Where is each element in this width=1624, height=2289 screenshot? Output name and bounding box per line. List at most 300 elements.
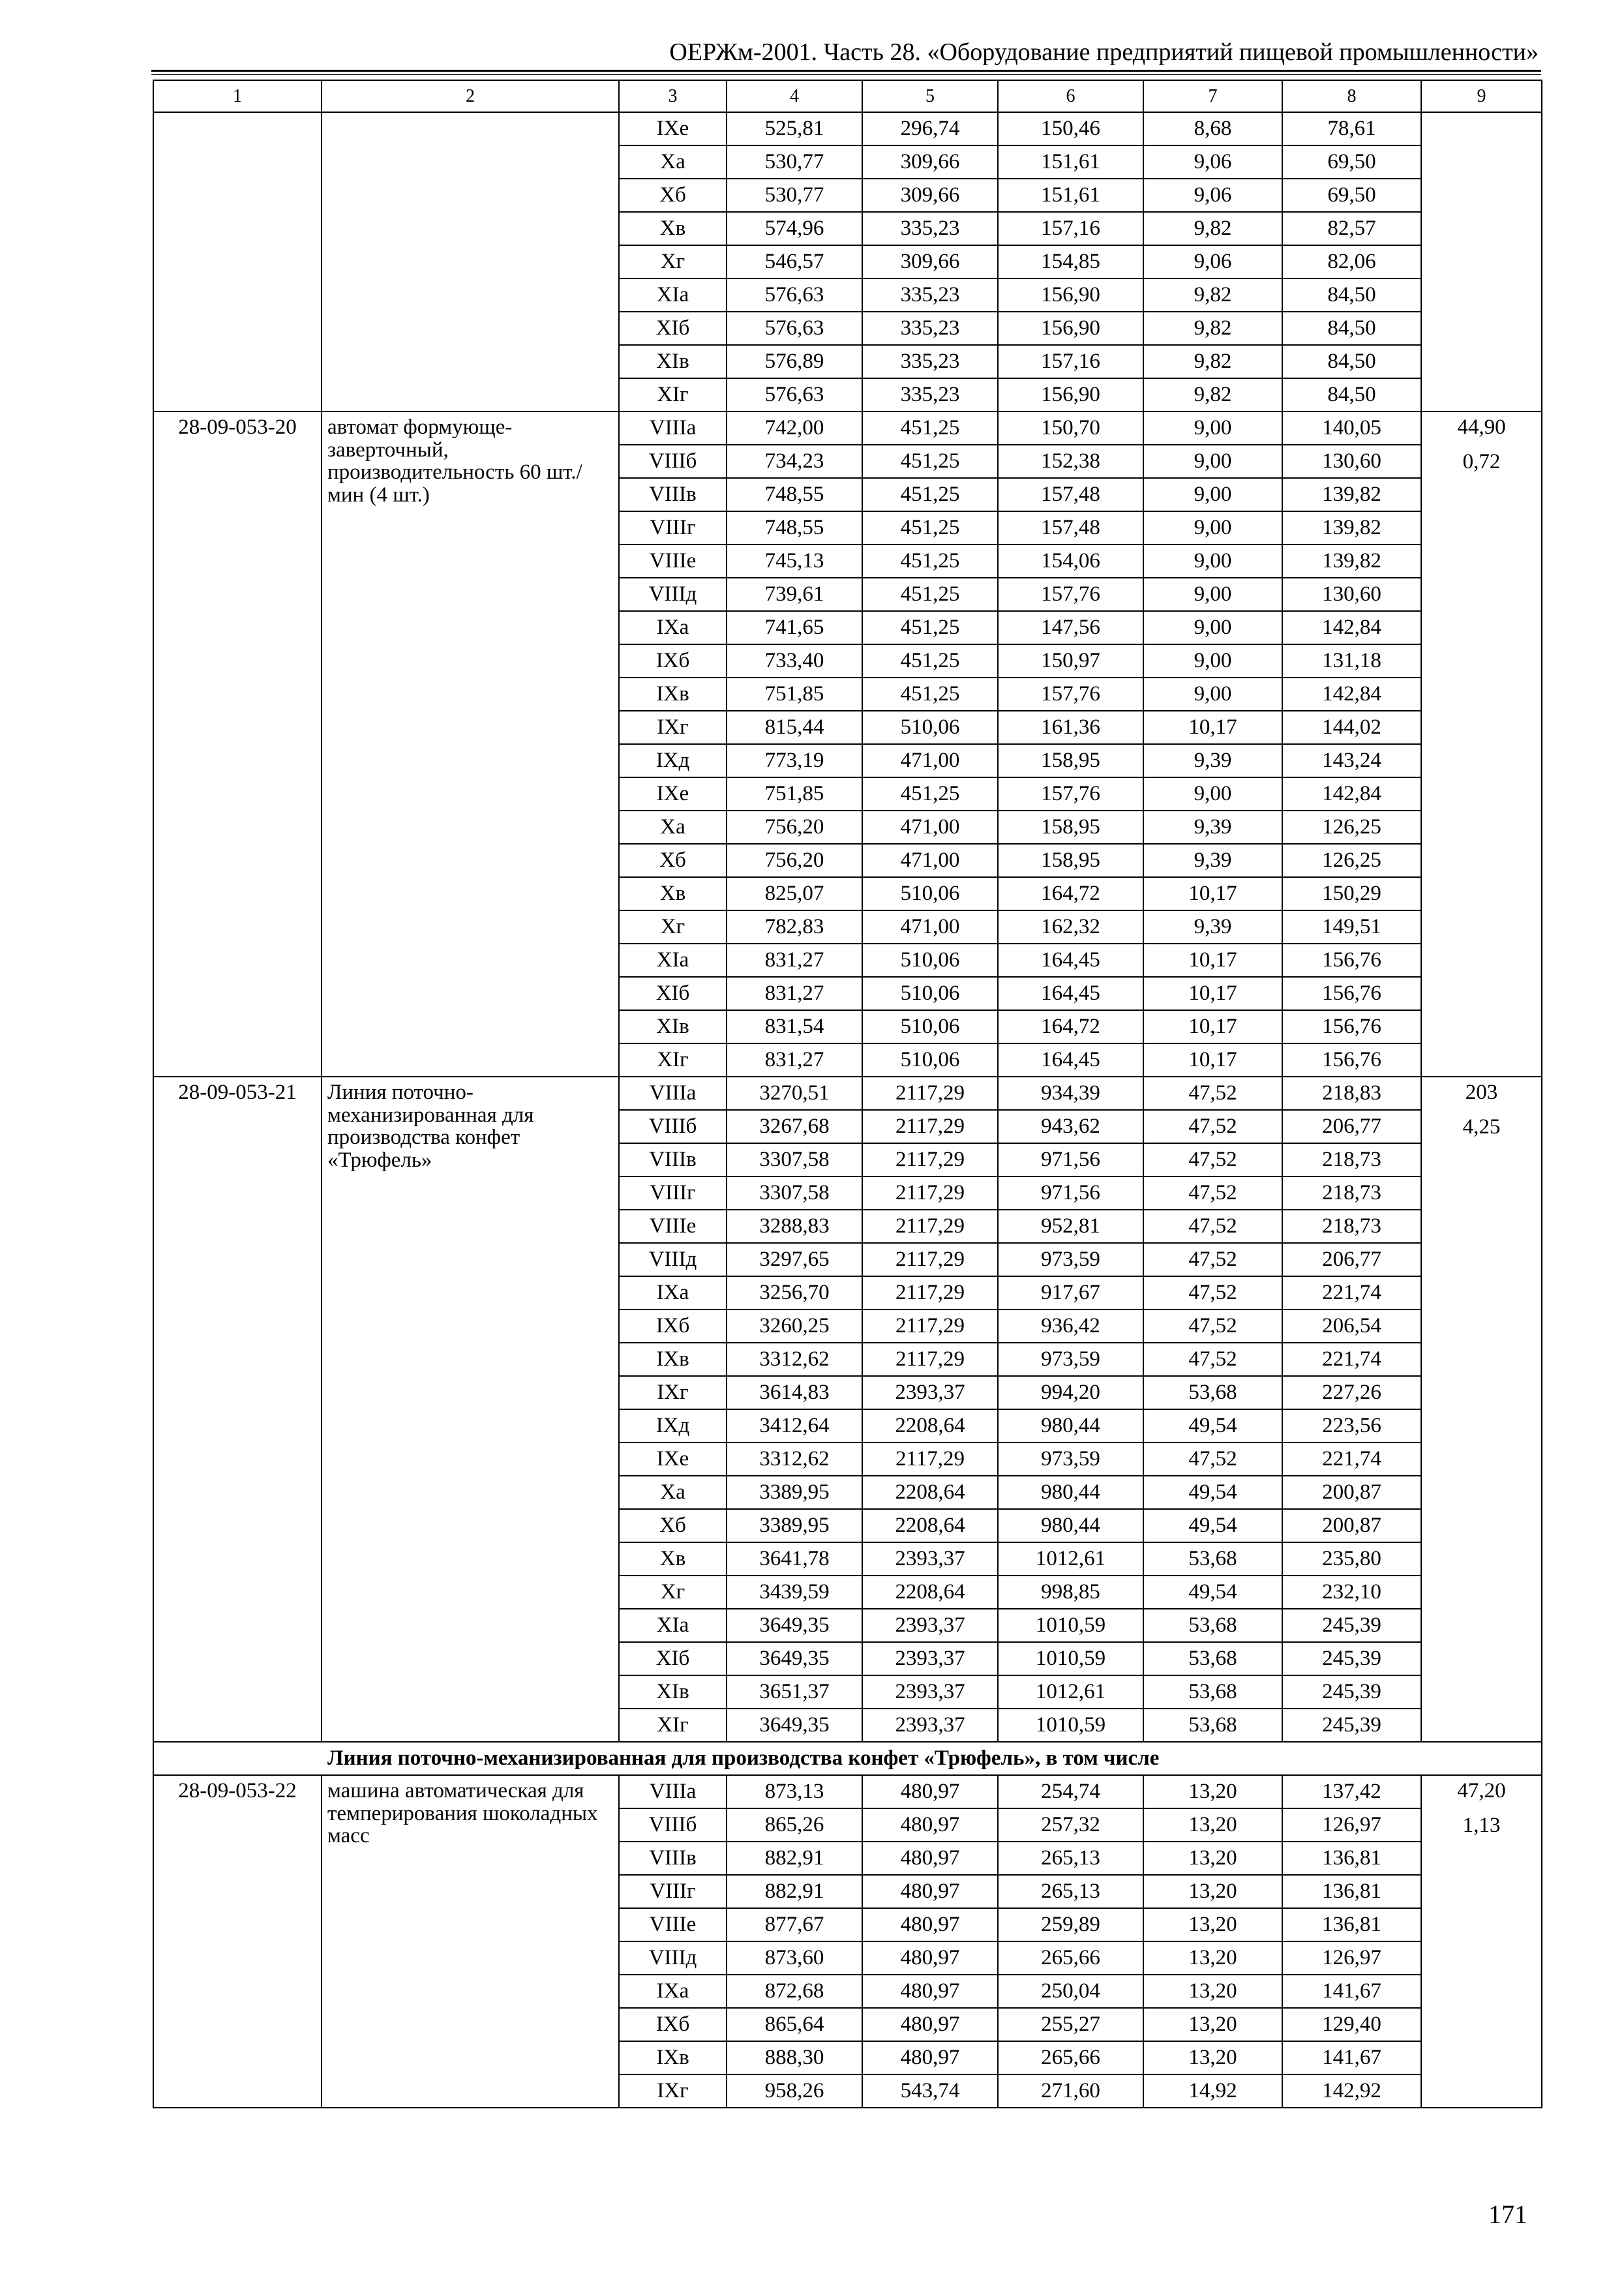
value-cell: 9,39	[1143, 744, 1282, 777]
value-cell: 69,50	[1282, 179, 1421, 212]
region-cell: Xг	[619, 910, 727, 944]
value-cell: 259,89	[998, 1908, 1143, 1941]
value-cell: 84,50	[1282, 378, 1421, 411]
value-cell: 265,66	[998, 2041, 1143, 2074]
value-cell: 888,30	[727, 2041, 862, 2074]
value-cell: 227,26	[1282, 1376, 1421, 1409]
value-cell: 934,39	[998, 1077, 1143, 1110]
region-cell: IXе	[619, 777, 727, 811]
value-cell: 130,60	[1282, 578, 1421, 611]
value-cell: 218,73	[1282, 1143, 1421, 1176]
value-cell: 3649,35	[727, 1709, 862, 1742]
value-cell: 157,16	[998, 212, 1143, 245]
value-cell: 733,40	[727, 644, 862, 678]
region-cell: XIа	[619, 278, 727, 312]
column-number-cell: 3	[619, 80, 727, 112]
value-cell: 2393,37	[862, 1642, 998, 1675]
region-cell: IXб	[619, 2008, 727, 2041]
value-cell: 2117,29	[862, 1309, 998, 1343]
region-cell: XIв	[619, 345, 727, 378]
region-cell: VIIIг	[619, 1875, 727, 1908]
region-cell: VIIIа	[619, 1775, 727, 1808]
value-cell: 82,57	[1282, 212, 1421, 245]
value-cell: 13,20	[1143, 1975, 1282, 2008]
value-cell: 296,74	[862, 112, 998, 145]
value-cell: 53,68	[1143, 1709, 1282, 1742]
value-cell: 53,68	[1143, 1675, 1282, 1709]
value-cell: 335,23	[862, 345, 998, 378]
value-cell: 2117,29	[862, 1110, 998, 1143]
value-cell: 335,23	[862, 212, 998, 245]
region-cell: VIIIа	[619, 1077, 727, 1110]
region-cell: IXе	[619, 1443, 727, 1476]
value-cell: 157,76	[998, 678, 1143, 711]
column-number-cell: 1	[153, 80, 322, 112]
value-cell: 973,59	[998, 1343, 1143, 1376]
value-cell: 69,50	[1282, 145, 1421, 179]
region-cell: IXв	[619, 2041, 727, 2074]
value-cell: 245,39	[1282, 1642, 1421, 1675]
value-cell: 451,25	[862, 578, 998, 611]
value-cell: 530,77	[727, 179, 862, 212]
value-cell: 865,64	[727, 2008, 862, 2041]
value-cell: 157,48	[998, 478, 1143, 511]
section-title: Линия поточно-механизированная для производства конфет «Трюфель», в том числе	[153, 1742, 1542, 1775]
value-cell: 271,60	[998, 2074, 1143, 2108]
value-cell: 245,39	[1282, 1675, 1421, 1709]
value-cell: 2208,64	[862, 1576, 998, 1609]
norm-code	[153, 112, 322, 411]
norm-code: 28-09-053-21	[153, 1077, 322, 1742]
region-cell: VIIIе	[619, 1210, 727, 1243]
page-number: 171	[1488, 2200, 1527, 2229]
value-cell: 10,17	[1143, 944, 1282, 977]
value-cell: 546,57	[727, 245, 862, 278]
value-cell: 200,87	[1282, 1509, 1421, 1542]
region-cell: VIIIе	[619, 545, 727, 578]
region-cell: Xг	[619, 245, 727, 278]
value-cell: 13,20	[1143, 2008, 1282, 2041]
value-cell: 9,82	[1143, 378, 1282, 411]
value-cell: 2393,37	[862, 1376, 998, 1409]
region-cell: IXг	[619, 711, 727, 744]
table-row	[153, 1077, 1542, 1110]
value-cell: 78,61	[1282, 112, 1421, 145]
region-cell: IXб	[619, 644, 727, 678]
value-cell: 151,61	[998, 145, 1143, 179]
value-cell: 3389,95	[727, 1509, 862, 1542]
value-cell: 8,68	[1143, 112, 1282, 145]
value-cell: 144,02	[1282, 711, 1421, 744]
region-cell: VIIIв	[619, 478, 727, 511]
value-cell: 9,06	[1143, 179, 1282, 212]
value-cell: 2117,29	[862, 1276, 998, 1309]
value-cell: 156,76	[1282, 1010, 1421, 1043]
value-cell: 451,25	[862, 545, 998, 578]
value-cell: 3256,70	[727, 1276, 862, 1309]
value-cell: 335,23	[862, 312, 998, 345]
value-cell: 14,92	[1143, 2074, 1282, 2108]
value-cell: 980,44	[998, 1409, 1143, 1443]
region-cell: XIа	[619, 1609, 727, 1642]
value-cell: 480,97	[862, 2008, 998, 2041]
value-cell: 741,65	[727, 611, 862, 644]
value-cell: 952,81	[998, 1210, 1143, 1243]
value-cell: 13,20	[1143, 1908, 1282, 1941]
region-cell: IXг	[619, 1376, 727, 1409]
value-cell: 3649,35	[727, 1609, 862, 1642]
value-cell: 149,51	[1282, 910, 1421, 944]
value-cell: 218,73	[1282, 1210, 1421, 1243]
value-cell: 3297,65	[727, 1243, 862, 1276]
region-cell: VIIIд	[619, 1941, 727, 1975]
value-cell: 971,56	[998, 1176, 1143, 1210]
value-cell: 471,00	[862, 910, 998, 944]
value-cell: 510,06	[862, 1043, 998, 1077]
value-cell: 49,54	[1143, 1476, 1282, 1509]
value-cell: 980,44	[998, 1476, 1143, 1509]
value-cell: 471,00	[862, 844, 998, 877]
value-cell: 1012,61	[998, 1542, 1143, 1576]
norm-code: 28-09-053-22	[153, 1775, 322, 2108]
region-cell: IXв	[619, 1343, 727, 1376]
value-cell: 756,20	[727, 811, 862, 844]
region-cell: VIIIд	[619, 578, 727, 611]
value-cell: 576,89	[727, 345, 862, 378]
value-cell: 882,91	[727, 1875, 862, 1908]
value-cell: 451,25	[862, 611, 998, 644]
value-cell: 140,05	[1282, 411, 1421, 445]
region-cell: Xа	[619, 811, 727, 844]
region-cell: VIIIв	[619, 1842, 727, 1875]
value-cell: 47,52	[1143, 1077, 1282, 1110]
value-cell: 47,52	[1143, 1343, 1282, 1376]
value-cell: 150,29	[1282, 877, 1421, 910]
value-cell: 156,90	[998, 378, 1143, 411]
value-cell: 164,45	[998, 977, 1143, 1010]
value-cell: 9,06	[1143, 145, 1282, 179]
value-cell: 543,74	[862, 2074, 998, 2108]
region-cell: IXг	[619, 2074, 727, 2108]
value-cell: 530,77	[727, 145, 862, 179]
region-cell: IXд	[619, 744, 727, 777]
region-cell: XIг	[619, 378, 727, 411]
column-number-cell: 8	[1282, 80, 1421, 112]
value-cell: 9,06	[1143, 245, 1282, 278]
equipment-name: Линия поточно-механизированная для производства конфет «Трюфель»	[322, 1077, 619, 1742]
value-cell: 917,67	[998, 1276, 1143, 1309]
value-cell: 525,81	[727, 112, 862, 145]
value-cell: 980,44	[998, 1509, 1143, 1542]
column-9-value: 1,13	[1462, 1814, 1501, 1837]
value-cell: 13,20	[1143, 1875, 1282, 1908]
value-cell: 1010,59	[998, 1709, 1143, 1742]
value-cell: 130,60	[1282, 445, 1421, 478]
value-cell: 156,76	[1282, 977, 1421, 1010]
value-cell: 13,20	[1143, 1775, 1282, 1808]
value-cell: 3641,78	[727, 1542, 862, 1576]
value-cell: 84,50	[1282, 345, 1421, 378]
value-cell: 451,25	[862, 644, 998, 678]
value-cell: 139,82	[1282, 545, 1421, 578]
value-cell: 994,20	[998, 1376, 1143, 1409]
value-cell: 218,83	[1282, 1077, 1421, 1110]
value-cell: 734,23	[727, 445, 862, 478]
value-cell: 150,97	[998, 644, 1143, 678]
value-cell: 2208,64	[862, 1476, 998, 1509]
equipment-name: автомат формующе-заверточный, производительность 60 шт./мин (4 шт.)	[322, 411, 619, 1077]
value-cell: 9,00	[1143, 411, 1282, 445]
value-cell: 739,61	[727, 578, 862, 611]
region-cell: IXв	[619, 678, 727, 711]
value-cell: 9,82	[1143, 278, 1282, 312]
region-cell: XIв	[619, 1675, 727, 1709]
value-cell: 137,42	[1282, 1775, 1421, 1808]
value-cell: 3260,25	[727, 1309, 862, 1343]
value-cell: 825,07	[727, 877, 862, 910]
value-cell: 877,67	[727, 1908, 862, 1941]
value-cell: 200,87	[1282, 1476, 1421, 1509]
region-cell: IXа	[619, 611, 727, 644]
region-cell: XIб	[619, 312, 727, 345]
value-cell: 157,76	[998, 777, 1143, 811]
value-cell: 53,68	[1143, 1609, 1282, 1642]
column-number-row	[153, 80, 1542, 112]
value-cell: 206,54	[1282, 1309, 1421, 1343]
value-cell: 218,73	[1282, 1176, 1421, 1210]
region-cell: VIIIб	[619, 1110, 727, 1143]
value-cell: 471,00	[862, 744, 998, 777]
value-cell: 831,54	[727, 1010, 862, 1043]
value-cell: 10,17	[1143, 1043, 1282, 1077]
value-cell: 221,74	[1282, 1443, 1421, 1476]
column-9-values	[1421, 1775, 1542, 2108]
value-cell: 136,81	[1282, 1908, 1421, 1941]
column-9-values	[1421, 1077, 1542, 1742]
value-cell: 156,90	[998, 278, 1143, 312]
value-cell: 742,00	[727, 411, 862, 445]
column-9-value: 47,20	[1457, 1779, 1506, 1803]
value-cell: 47,52	[1143, 1243, 1282, 1276]
value-cell: 1010,59	[998, 1642, 1143, 1675]
region-cell: XIв	[619, 1010, 727, 1043]
value-cell: 223,56	[1282, 1409, 1421, 1443]
value-cell: 9,00	[1143, 478, 1282, 511]
value-cell: 10,17	[1143, 711, 1282, 744]
value-cell: 748,55	[727, 511, 862, 545]
value-cell: 9,00	[1143, 644, 1282, 678]
value-cell: 164,72	[998, 1010, 1143, 1043]
value-cell: 3651,37	[727, 1675, 862, 1709]
region-cell: Xв	[619, 212, 727, 245]
value-cell: 9,00	[1143, 777, 1282, 811]
page-header-title: ОЕРЖм-2001. Часть 28. «Оборудование предприятий пищевой промышленности»	[669, 38, 1539, 66]
region-cell: Xв	[619, 877, 727, 910]
value-cell: 756,20	[727, 844, 862, 877]
value-cell: 47,52	[1143, 1443, 1282, 1476]
value-cell: 221,74	[1282, 1276, 1421, 1309]
value-cell: 142,84	[1282, 777, 1421, 811]
region-cell: Xб	[619, 1509, 727, 1542]
value-cell: 13,20	[1143, 1808, 1282, 1842]
value-cell: 161,36	[998, 711, 1143, 744]
value-cell: 164,45	[998, 944, 1143, 977]
region-cell: IXа	[619, 1276, 727, 1309]
region-cell: XIа	[619, 944, 727, 977]
region-cell: VIIIа	[619, 411, 727, 445]
value-cell: 309,66	[862, 179, 998, 212]
value-cell: 480,97	[862, 2041, 998, 2074]
value-cell: 158,95	[998, 844, 1143, 877]
region-cell: IXд	[619, 1409, 727, 1443]
value-cell: 451,25	[862, 511, 998, 545]
value-cell: 84,50	[1282, 312, 1421, 345]
value-cell: 49,54	[1143, 1509, 1282, 1542]
value-cell: 3312,62	[727, 1343, 862, 1376]
value-cell: 143,24	[1282, 744, 1421, 777]
value-cell: 865,26	[727, 1808, 862, 1842]
value-cell: 164,45	[998, 1043, 1143, 1077]
value-cell: 2208,64	[862, 1409, 998, 1443]
value-cell: 480,97	[862, 1975, 998, 2008]
value-cell: 126,97	[1282, 1941, 1421, 1975]
value-cell: 1012,61	[998, 1675, 1143, 1709]
value-cell: 831,27	[727, 977, 862, 1010]
value-cell: 2117,29	[862, 1343, 998, 1376]
value-cell: 13,20	[1143, 1941, 1282, 1975]
region-cell: XIг	[619, 1709, 727, 1742]
value-cell: 9,00	[1143, 678, 1282, 711]
region-cell: VIIIг	[619, 1176, 727, 1210]
column-number-cell: 6	[998, 80, 1143, 112]
value-cell: 510,06	[862, 944, 998, 977]
table-row	[153, 112, 1542, 145]
value-cell: 126,25	[1282, 844, 1421, 877]
value-cell: 53,68	[1143, 1642, 1282, 1675]
value-cell: 49,54	[1143, 1576, 1282, 1609]
value-cell: 2117,29	[862, 1176, 998, 1210]
column-9-value: 0,72	[1462, 450, 1501, 473]
value-cell: 147,56	[998, 611, 1143, 644]
value-cell: 936,42	[998, 1309, 1143, 1343]
value-cell: 576,63	[727, 278, 862, 312]
section-row	[153, 1742, 1542, 1775]
value-cell: 3412,64	[727, 1409, 862, 1443]
value-cell: 831,27	[727, 944, 862, 977]
value-cell: 3267,68	[727, 1110, 862, 1143]
value-cell: 576,63	[727, 378, 862, 411]
value-cell: 206,77	[1282, 1110, 1421, 1143]
value-cell: 480,97	[862, 1941, 998, 1975]
value-cell: 84,50	[1282, 278, 1421, 312]
value-cell: 235,80	[1282, 1542, 1421, 1576]
value-cell: 873,60	[727, 1941, 862, 1975]
value-cell: 2208,64	[862, 1509, 998, 1542]
norms-table	[153, 80, 1542, 2108]
value-cell: 971,56	[998, 1143, 1143, 1176]
value-cell: 129,40	[1282, 2008, 1421, 2041]
region-cell: XIб	[619, 977, 727, 1010]
value-cell: 1010,59	[998, 1609, 1143, 1642]
value-cell: 309,66	[862, 145, 998, 179]
value-cell: 3312,62	[727, 1443, 862, 1476]
column-9-value: 44,90	[1457, 415, 1506, 439]
value-cell: 156,76	[1282, 1043, 1421, 1077]
value-cell: 154,06	[998, 545, 1143, 578]
column-number-cell: 4	[727, 80, 862, 112]
value-cell: 136,81	[1282, 1842, 1421, 1875]
value-cell: 47,52	[1143, 1143, 1282, 1176]
value-cell: 480,97	[862, 1808, 998, 1842]
value-cell: 126,25	[1282, 811, 1421, 844]
value-cell: 309,66	[862, 245, 998, 278]
value-cell: 141,67	[1282, 1975, 1421, 2008]
value-cell: 2117,29	[862, 1143, 998, 1176]
value-cell: 3288,83	[727, 1210, 862, 1243]
column-number-cell: 2	[322, 80, 619, 112]
value-cell: 245,39	[1282, 1709, 1421, 1742]
value-cell: 10,17	[1143, 877, 1282, 910]
column-9-values	[1421, 112, 1542, 411]
value-cell: 139,82	[1282, 511, 1421, 545]
value-cell: 9,00	[1143, 578, 1282, 611]
value-cell: 47,52	[1143, 1309, 1282, 1343]
value-cell: 265,13	[998, 1842, 1143, 1875]
region-cell: VIIIб	[619, 1808, 727, 1842]
value-cell: 943,62	[998, 1110, 1143, 1143]
value-cell: 254,74	[998, 1775, 1143, 1808]
value-cell: 9,39	[1143, 844, 1282, 877]
value-cell: 3649,35	[727, 1642, 862, 1675]
value-cell: 748,55	[727, 478, 862, 511]
value-cell: 973,59	[998, 1243, 1143, 1276]
value-cell: 9,00	[1143, 611, 1282, 644]
value-cell: 9,39	[1143, 910, 1282, 944]
value-cell: 510,06	[862, 977, 998, 1010]
region-cell: Xг	[619, 1576, 727, 1609]
value-cell: 471,00	[862, 811, 998, 844]
value-cell: 151,61	[998, 179, 1143, 212]
value-cell: 831,27	[727, 1043, 862, 1077]
value-cell: 47,52	[1143, 1110, 1282, 1143]
value-cell: 265,13	[998, 1875, 1143, 1908]
value-cell: 335,23	[862, 378, 998, 411]
value-cell: 154,85	[998, 245, 1143, 278]
header-rule-thin	[151, 74, 1541, 75]
value-cell: 9,82	[1143, 345, 1282, 378]
value-cell: 13,20	[1143, 2041, 1282, 2074]
value-cell: 480,97	[862, 1842, 998, 1875]
value-cell: 2117,29	[862, 1243, 998, 1276]
region-cell: XIб	[619, 1642, 727, 1675]
value-cell: 773,19	[727, 744, 862, 777]
value-cell: 872,68	[727, 1975, 862, 2008]
value-cell: 451,25	[862, 678, 998, 711]
value-cell: 49,54	[1143, 1409, 1282, 1443]
value-cell: 232,10	[1282, 1576, 1421, 1609]
value-cell: 9,39	[1143, 811, 1282, 844]
value-cell: 255,27	[998, 2008, 1143, 2041]
value-cell: 9,82	[1143, 312, 1282, 345]
value-cell: 3614,83	[727, 1376, 862, 1409]
value-cell: 2393,37	[862, 1542, 998, 1576]
value-cell: 221,74	[1282, 1343, 1421, 1376]
value-cell: 2393,37	[862, 1675, 998, 1709]
value-cell: 480,97	[862, 1875, 998, 1908]
value-cell: 131,18	[1282, 644, 1421, 678]
table-row	[153, 411, 1542, 445]
value-cell: 164,72	[998, 877, 1143, 910]
